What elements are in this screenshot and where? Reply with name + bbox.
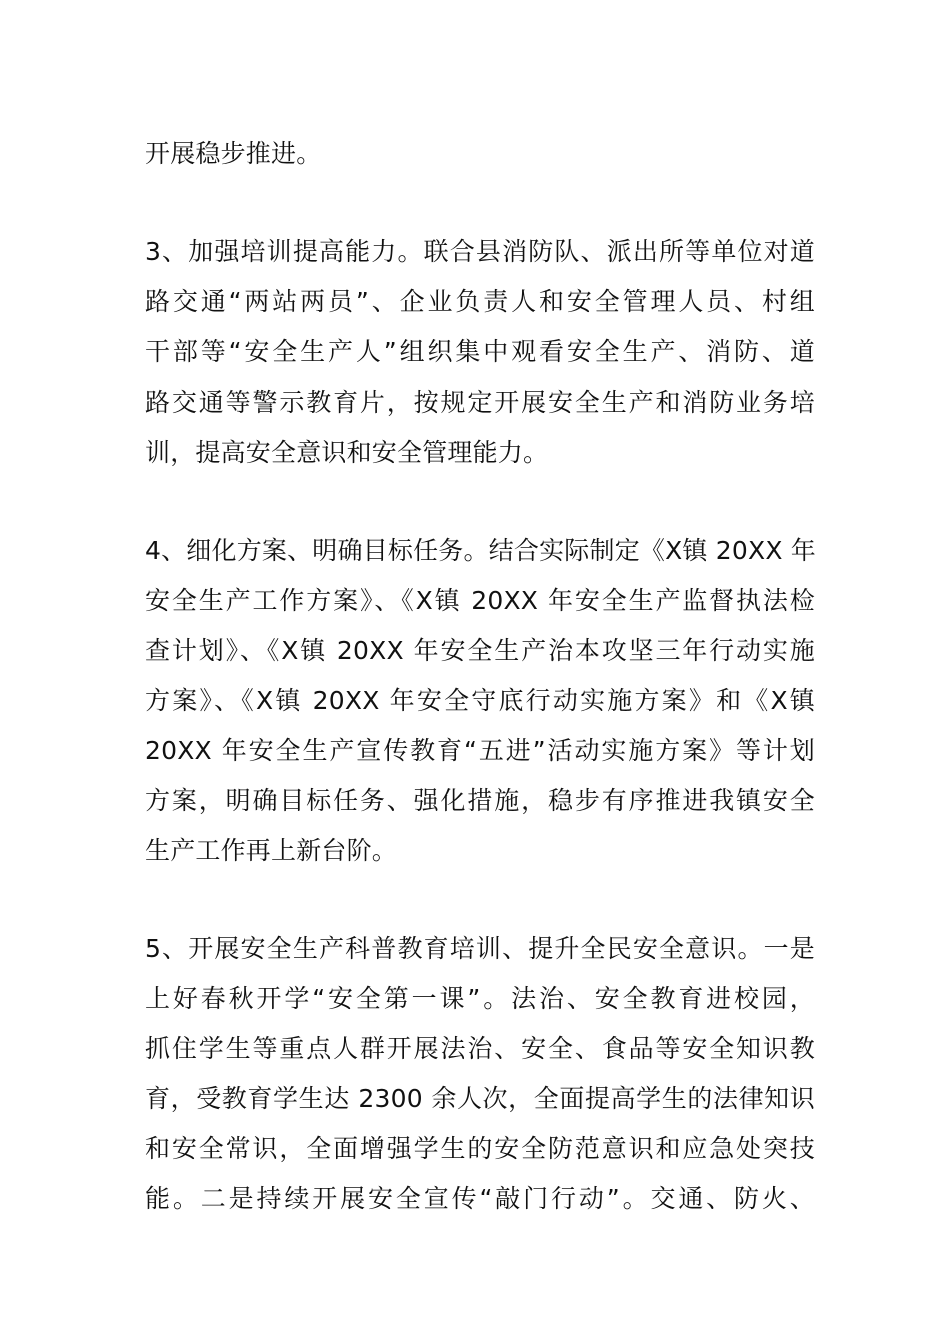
text-line: 和安全常识，全面增强学生的安全防范意识和应急处突技 bbox=[145, 1134, 815, 1163]
text-line: 安全生产工作方案》、《X镇 20XX 年安全生产监督执法检 bbox=[145, 586, 815, 615]
text-line: 路交通“两站两员”、企业负责人和安全管理人员、村组 bbox=[145, 287, 815, 316]
text-line: 干部等“安全生产人”组织集中观看安全生产、消防、道 bbox=[145, 337, 815, 366]
text-line: 3、加强培训提高能力。联合县消防队、派出所等单位对道 bbox=[145, 237, 815, 266]
text-line: 4、细化方案、明确目标任务。结合实际制定《X镇 20XX 年 bbox=[145, 536, 816, 565]
text-line: 方案，明确目标任务、强化措施，稳步有序推进我镇安全 bbox=[145, 786, 815, 815]
text-line: 上好春秋开学“安全第一课”。法治、安全教育进校园， bbox=[145, 984, 815, 1013]
text-line: 路交通等警示教育片，按规定开展安全生产和消防业务培 bbox=[145, 388, 815, 417]
text-line: 查计划》、《X镇 20XX 年安全生产治本攻坚三年行动实施 bbox=[145, 636, 815, 665]
text-line: 开展稳步推进。 bbox=[145, 139, 322, 168]
text-line: 抓住学生等重点人群开展法治、安全、食品等安全知识教 bbox=[145, 1034, 815, 1063]
text-line: 育，受教育学生达 2300 余人次，全面提高学生的法律知识 bbox=[145, 1084, 815, 1113]
text-line: 能。二是持续开展安全宣传“敲门行动”。交通、防火、 bbox=[145, 1184, 815, 1213]
text-line: 5、开展安全生产科普教育培训、提升全民安全意识。一是 bbox=[145, 934, 815, 963]
text-line: 训，提高安全意识和安全管理能力。 bbox=[145, 438, 549, 467]
text-line: 方案》、《X镇 20XX 年安全守底行动实施方案》和《X镇 bbox=[145, 686, 815, 715]
text-line: 20XX 年安全生产宣传教育“五进”活动实施方案》等计划 bbox=[145, 736, 815, 765]
text-line: 生产工作再上新台阶。 bbox=[145, 836, 398, 865]
